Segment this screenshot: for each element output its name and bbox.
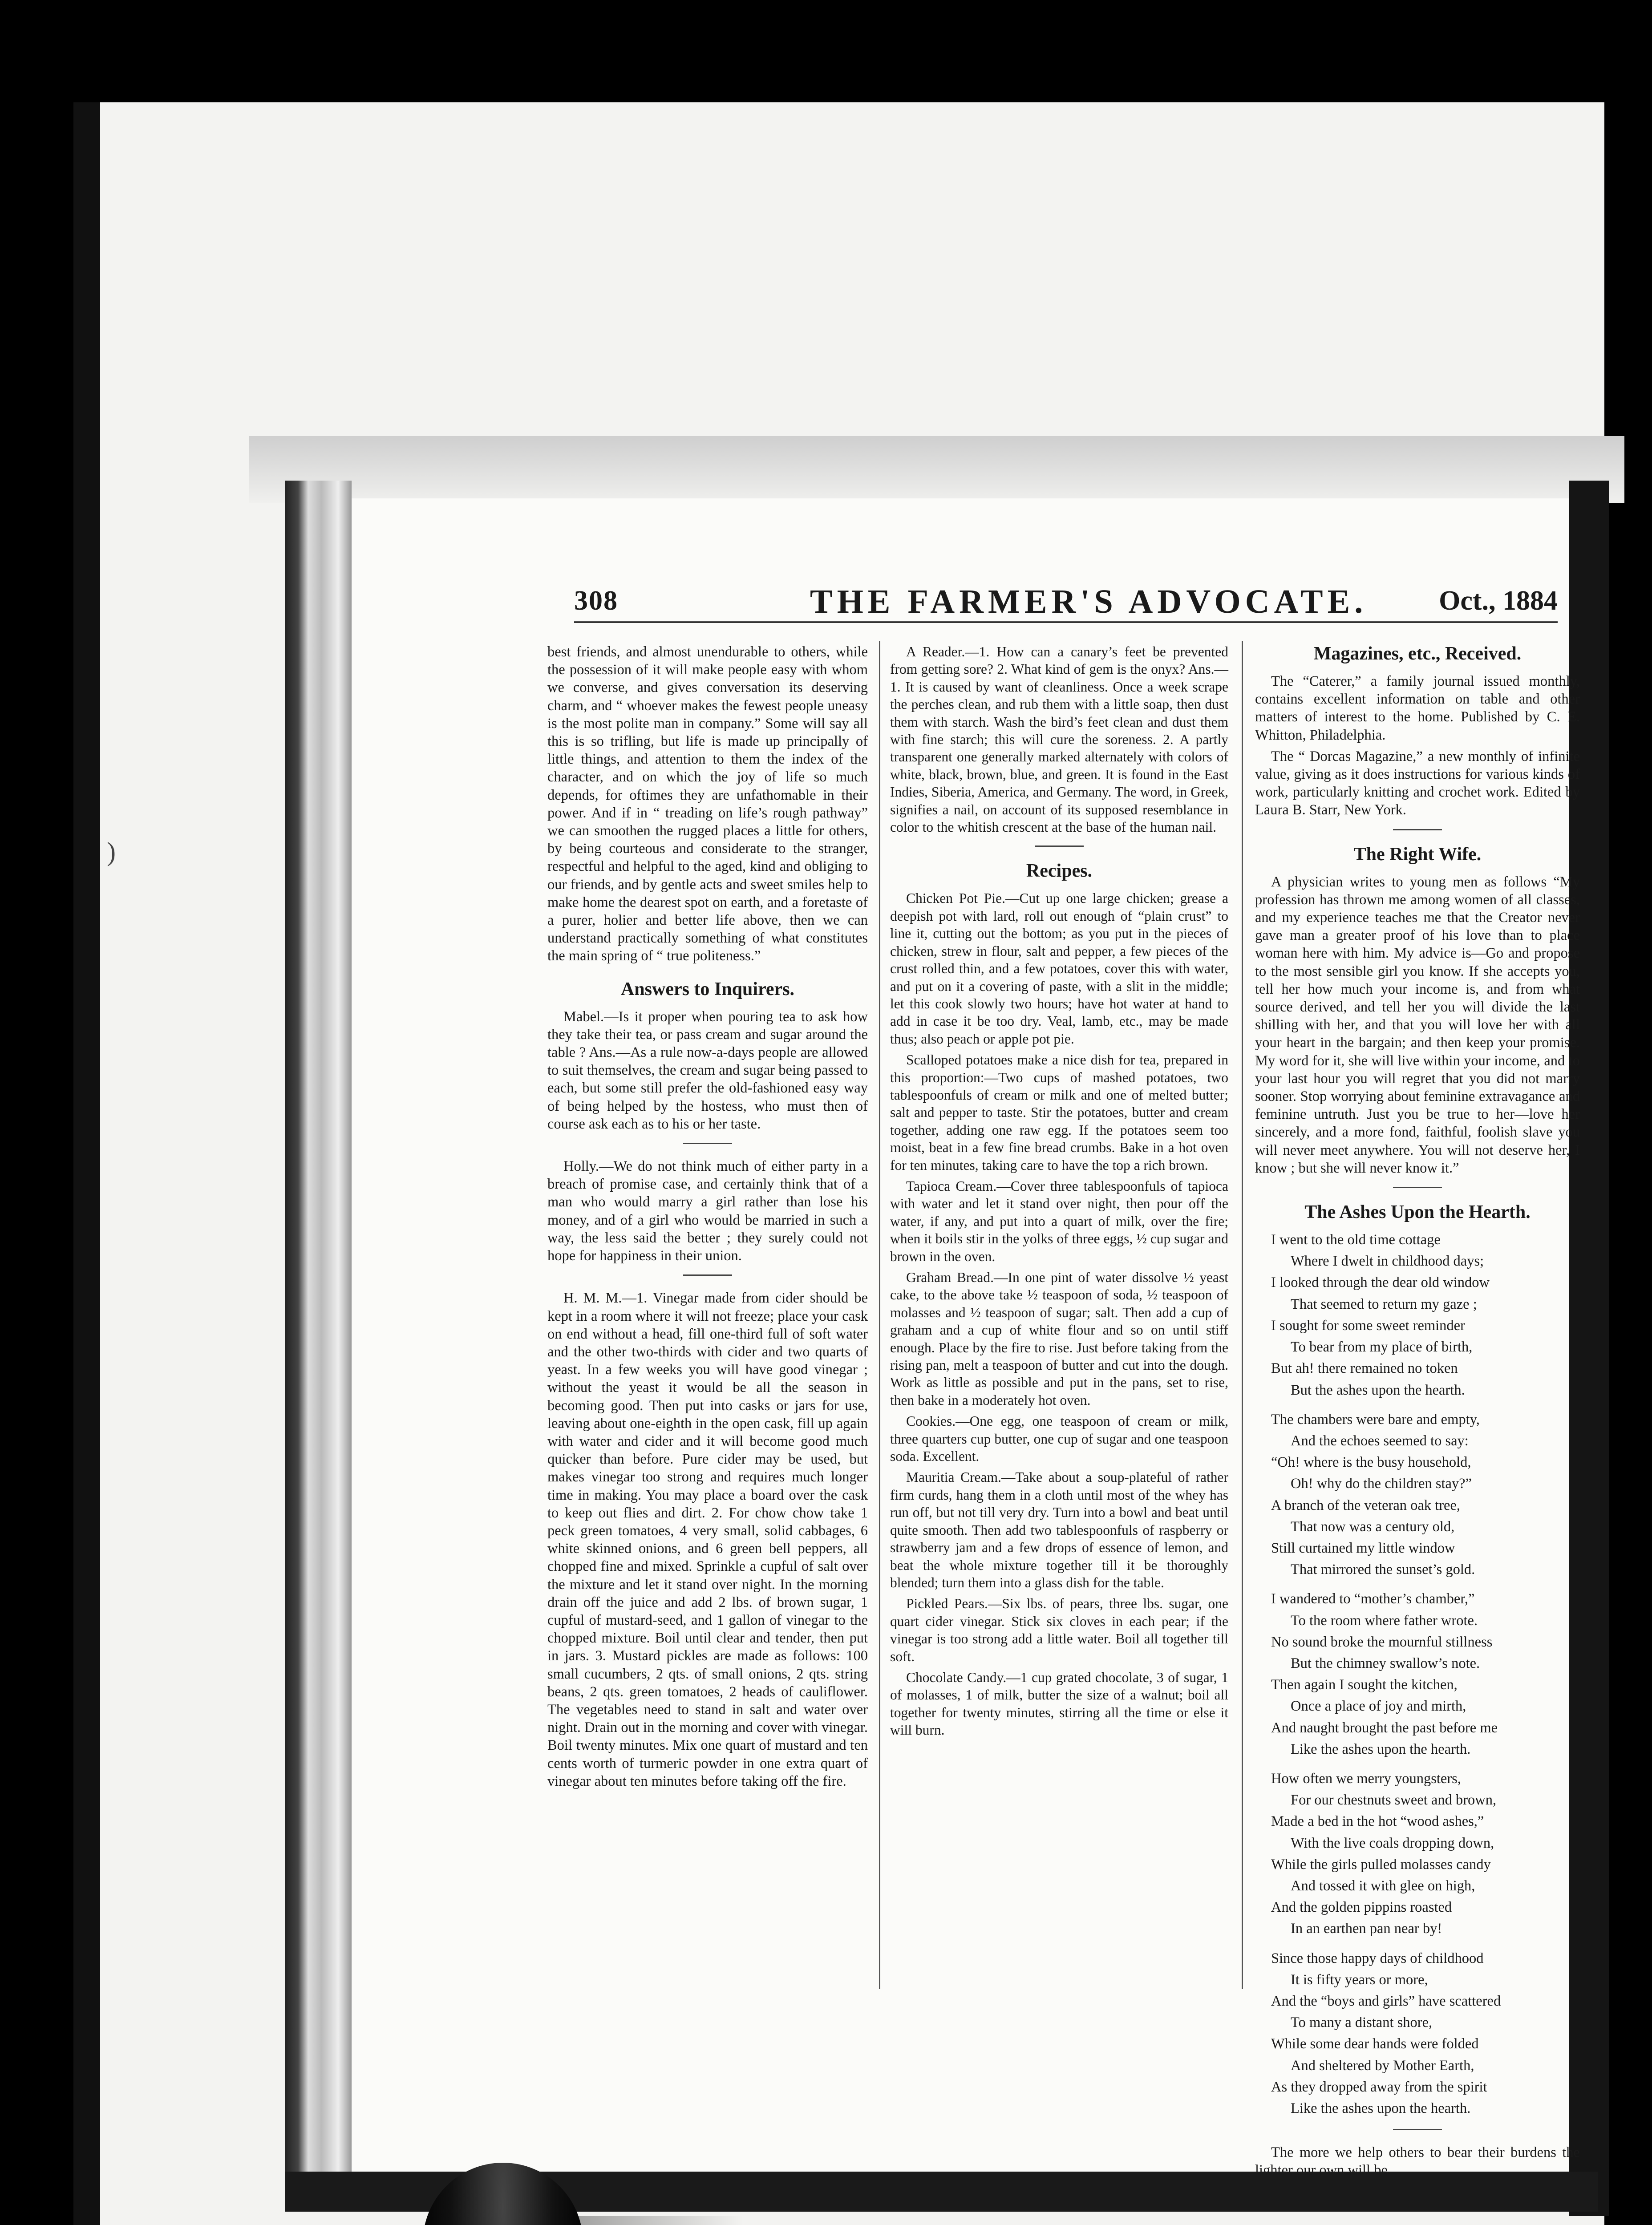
poem-line: I wandered to “mother’s chamber,” [1271,1591,1475,1607]
poem-line: Once a place of joy and mirth, [1291,1698,1466,1715]
answer-holly: Holly.—We do not think much of either party in a breach of promise case, and certainly think that of a man who would marry a girl rather than lose his money, and of a girl who would be married in such a way, the less said the better ; they surely could not hope for happiness in their union. [547,1158,868,1264]
recipes-heading: Recipes. [1026,861,1093,882]
column-2 [890,643,1228,1743]
poem-line: That mirrored the sunset’s gold. [1291,1562,1475,1578]
ashes-poem [1255,1231,1580,2117]
poem-line: I looked through the dear old window [1271,1274,1490,1291]
right-wife-text: A physician writes to young men as follows “My profession has thrown me among women of all classes, and my experience teaches me that the Creator never gave man a greater proof of his love than to place woman here with him. My advice is—Go and propose to the most sensible girl you know. If she accepts you, tell her how much your income is, and from what source derived, and tell her you will divide the last shilling with her, and that you will love her with all your heart in the bargain; and then keep your promise. My word for it, she will live within your income, and to your last hour you will regret that you did not marry sooner. Stop worrying about feminine extravagance and feminine untruth. Just you be true to her—love her sincerely, and a more fond, faithful, foolish slave you will never meet anywhere. You will not deserve her, I know ; but she will never know it.” [1255,874,1580,1176]
magazine-dorcas: The “ Dorcas Magazine,” a new monthly of infinite value, giving as it does instructions for various kinds of work, particularly knitting and crochet work. Edited by Laura B. Starr, New York. [1255,748,1580,818]
recipe-mauritia-cream: Mauritia Cream.—Take about a soup-plateful of rather firm curds, hang them in a cloth until most of the whey has run off, but not till very dry. Turn into a bowl and beat until quite smooth. Then add two tablespoonfuls of raspberry or strawberry jam and a few drops of essence of lemon, and beat the whole mixture together till it be thoroughly blended; turn them into a glass dish for the table. [890,1469,1228,1590]
right-wife-heading: The Right Wife. [1353,844,1482,865]
poem-line: Then again I sought the kitchen, [1271,1677,1458,1693]
answers-heading: Answers to Inquirers. [620,979,795,999]
poem-line: Where I dwelt in childhood days; [1291,1253,1484,1270]
poem-line: Made a bed in the hot “wood ashes,” [1271,1813,1484,1830]
recipe-tapioca-cream: Tapioca Cream.—Cover three tablespoonfuls of tapioca with water and let it stand over night, then pour off the water, if any, and put into a quart of milk, over the fire; when it boils stir in the yolks of three eggs, ½ cup sugar and brown in the oven. [890,1178,1228,1264]
poem-stanza [1255,1590,1580,1758]
poem-line: And sheltered by Mother Earth, [1291,2057,1474,2074]
book-top-shadow [249,436,1624,503]
masthead-title: THE FARMER'S ADVOCATE. [810,583,1368,620]
recipe-chicken-pot-pie: Chicken Pot Pie.—Cut up one large chicken; grease a deepish pot with lard, roll out enough of “plain crust” to line it, cutting out the bottom; as you put in the pieces of chicken, strew in flour, salt and pepper, a few pieces of the crust rolled thin, and a few potatoes, cover this with water, and put on it a covering of paste, with a slit in the middle; let this cook slowly two hours; have hot water at hand to add in case it be too dry. Veal, lamb, etc., may be made thus; also peach or apple pot pie. [890,890,1228,1047]
poem-line: Oh! why do the children stay?” [1291,1476,1472,1492]
recipe-pickled-pears: Pickled Pears.—Six lbs. of pears, three lbs. sugar, one quart cider vinegar. Stick six cloves in each pear; if the vinegar is too strong add a little water. Boil all together till soft. [890,1596,1228,1664]
poem-line: To many a distant shore, [1291,2015,1433,2031]
separator [683,1274,732,1276]
thumb-shadow [556,2216,743,2225]
poem-line: “Oh! where is the busy household, [1271,1454,1471,1471]
answer-reader: A Reader.—1. How can a canary’s feet be prevented from getting sore? 2. What kind of gem is the onyx? Ans.—1. It is caused by want of cleanliness. Once a week scrape the perches clean, and rub them with a little soap, then dust them with starch. Wash the bird’s feet clean and dust them with fine starch; this will cure the soreness. 2. A partly transparent one generally marked alternately with colors of white, black, brown, blue, and green. It is found in the East Indies, Siberia, America, and Germany. The word, in Greek, signifies a nail, on account of its supposed resemblance in color to the whitish crescent at the base of the human nail. [890,644,1228,835]
magazine-caterer: The “Caterer,” a family journal issued monthly, contains excellent information on table and other matters of interest to the home. Published by C. E. Whitton, Philadelphia. [1255,673,1580,743]
poem-line: And the echoes seemed to say: [1291,1432,1469,1449]
poem-line: For our chestnuts sweet and brown, [1291,1792,1497,1808]
poem-line: Since those happy days of childhood [1271,1950,1484,1966]
poem-line: But the chimney swallow’s note. [1291,1655,1480,1671]
poem-line: To bear from my place of birth, [1291,1339,1473,1355]
separator [1393,1187,1442,1188]
poem-line: While the girls pulled molasses candy [1271,1856,1491,1873]
recipe-chocolate-candy: Chocolate Candy.—1 cup grated chocolate, 3 of sugar, 1 of molasses, 1 of milk, butter the size of a walnut; boil all together for twenty minutes, stirring all the time or else it will burn. [890,1669,1228,1738]
poem-line: Like the ashes upon the hearth. [1291,2100,1471,2116]
issue-date: Oct., 1884 [1439,586,1558,616]
politeness-paragraph: best friends, and almost unendurable to others, while the possession of it will make people easy with whom we converse, and gives conversation its deserving charm, and “ whoever makes the fewest people uneasy is the most polite man in company.” Some will say all this is so trifling, but life is made up principally of little things, and attention to them the index of the character, and on which the joy of life so much depends, for oftimes they are unfathomable in their power. And if in “ treading on life’s rough pathway” we can smoothen the rugged places a little for others, by being courteous and considerate to the stranger, respectful and helpful to the aged, kind and obliging to our friends, and by gentle acts and sweet smiles help to make home the dearest spot on earth, and a foretaste of a purer, holier and better life above, then we can understand practically something of what constitutes the main spring of “ true politeness.” [547,644,868,964]
separator [1393,829,1442,830]
column-rule [879,641,880,1989]
ashes-heading: The Ashes Upon the Hearth. [1304,1202,1531,1223]
poem-stanza [1255,1231,1580,1399]
poem-line: It is fifty years or more, [1291,1971,1428,1988]
magazines-heading: Magazines, etc., Received. [1313,643,1522,664]
poem-line: No sound broke the mournful stillness [1271,1634,1493,1650]
column-3 [1255,643,1580,2183]
poem-line: Like the ashes upon the hearth. [1291,1741,1471,1757]
poem-line: Still curtained my little window [1271,1540,1455,1556]
answer-mabel: Mabel.—Is it proper when pouring tea to ask how they take their tea, or pass cream and sugar around the table ? Ans.—As a rule now-a-days people are allowed to suit themselves, the cream and sugar being passed to each, but some still prefer the old-fashioned easy way of being helped by the hostess, who must then of course ask each as to his or her taste. [547,1008,868,1132]
separator [683,1143,732,1144]
poem-stanza [1255,1411,1580,1579]
poem-line: I went to the old time cottage [1271,1232,1441,1248]
recipe-scalloped-potatoes: Scalloped potatoes make a nice dish for tea, prepared in this proportion:—Two cups of mashed potatoes, two tablespoonfuls of cream or milk and one of melted butter; salt and pepper to taste. Stir the potatoes, butter and cream together, adding one raw egg. If the potatoes seem too moist, beat in a few fine bread crumbs. Bake in a hot oven for ten minutes, taking care to have the top a rich brown. [890,1052,1228,1173]
poem-line: That now was a century old, [1291,1518,1455,1535]
poem-line: But ah! there remained no token [1271,1360,1458,1377]
recipe-graham-bread: Graham Bread.—In one pint of water dissolve ½ yeast cake, to the above take ½ teaspoon of soda, ½ teaspoon of molasses and ½ teaspoon of sugar; salt. Then add a cup of graham and a cup of white flour and so on until stiff enough. Place by the fire to rise. Just before taking from the rising pan, melt a teaspoon of butter and cut into the dough. Work as little as possible and put in the pans, set to rise, then bake in a moderately hot oven. [890,1270,1228,1408]
poem-line: But the ashes upon the hearth. [1291,1382,1465,1398]
poem-line: With the live coals dropping down, [1291,1835,1494,1851]
poem-line: I sought for some sweet reminder [1271,1317,1465,1334]
poem-line: The chambers were bare and empty, [1271,1411,1480,1428]
separator [1393,2129,1442,2130]
poem-line: A branch of the veteran oak tree, [1271,1497,1461,1513]
page-header [574,581,1558,623]
film-edge [73,102,100,2225]
separator [1035,846,1084,847]
poem-line: That seemed to return my gaze ; [1291,1296,1477,1312]
column-1 [547,643,868,1794]
recipe-cookies: Cookies.—One egg, one teaspoon of cream or milk, three quarters cup butter, one cup of sugar and one teaspoon soda. Excellent. [890,1413,1228,1464]
poem-line: And tossed it with glee on high, [1291,1877,1475,1894]
poem-stanza [1255,1770,1580,1938]
page-number: 308 [574,586,618,616]
poem-line: And the “boys and girls” have scattered [1271,1993,1501,2009]
poem-line: To the room where father wrote. [1291,1612,1478,1629]
column-rule [1242,641,1243,1989]
poem-line: While some dear hands were folded [1271,2036,1479,2052]
answer-hmm: H. M. M.—1. Vinegar made from cider should be kept in a room where it will not freeze; place your cask on end without a head, fill one-third full of soft water and the other two-thirds with cider and two quarts of yeast. In a few weeks you will have good vinegar ; without the yeast it would be all the season in becoming good. Then put into casks or jars for use, leaving about one-eighth in the open cask, fill up again with water and cider and it will become good much quicker than before. Pure cider may be used, but makes vinegar too strong and requires much longer time in making. You may place a board over the cask to keep out flies and dirt. 2. For chow chow take 1 peck green tomatoes, 4 very small, solid cabbages, 6 white skinned onions, and 6 green bell peppers, all chopped fine and mixed. Sprinkle a cupful of salt over the mixture and let it stand over night. In the morning drain off the juice and add 2 lbs. of brown sugar, 1 cupful of mustard-seed, and 1 gallon of vinegar to the chopped mixture. Boil until clear and tender, then put in jars. 3. Mustard pickles are made as follows: 100 small cucumbers, 2 qts. of small onions, 2 qts. string beans, 2 qts. green tomatoes, 2 heads of cauliflower. The vegetables need to stand in salt and water over night. Drain out in the morning and cover with vinegar. Boil twenty minutes. Mix one quart of mustard and ten cents worth of turmeric powder in one extra quart of vinegar about ten minutes before taking off the fire. [547,1290,868,1789]
poem-stanza [1255,1950,1580,2118]
poem-line: And the golden pippins roasted [1271,1899,1452,1916]
margin-mark: ) [107,837,116,866]
poem-line: And naught brought the past before me [1271,1719,1498,1736]
book-spine [285,481,352,2207]
poem-line: In an earthen pan near by! [1291,1921,1442,1937]
closing-line: The more we help others to bear their burdens the lighter our own will be. [1255,2144,1580,2179]
poem-line: As they dropped away from the spirit [1271,2079,1487,2095]
poem-line: How often we merry youngsters, [1271,1770,1461,1787]
